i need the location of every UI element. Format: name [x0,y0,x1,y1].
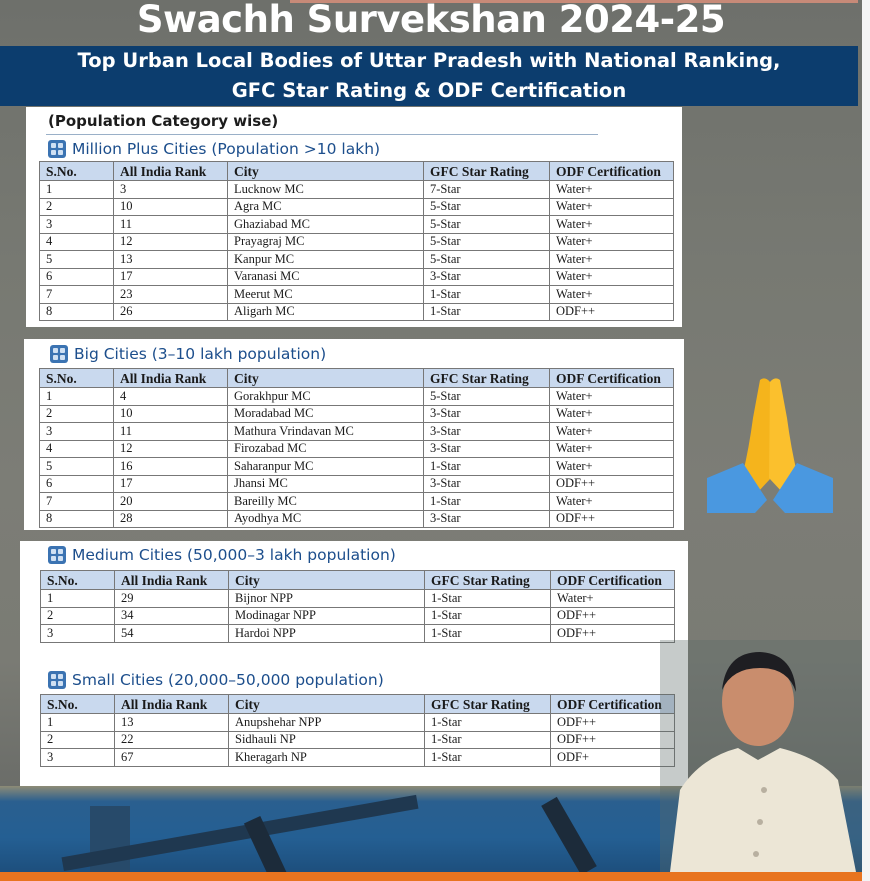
table-cell: 13 [114,251,228,269]
table-row [40,251,674,269]
table-million-plus [39,161,674,321]
table-big-cities [39,368,674,528]
table-cell: 10 [114,198,228,216]
table-row [41,731,675,749]
table-cell: 4 [114,388,228,406]
table-cell: 3-Star [424,405,550,423]
panel-million-plus [26,107,682,327]
table-cell: Mathura Vrindavan MC [228,423,424,441]
table-cell: Modinagar NPP [229,607,425,625]
column-header: City [229,571,425,590]
table-cell: Anupshehar NPP [229,714,425,732]
table-cell: Kheragarh NP [229,749,425,767]
table-cell: 5-Star [424,251,550,269]
table-cell: ODF++ [551,714,675,732]
table-cell: Lucknow MC [228,181,424,199]
table-row [40,405,674,423]
table-cell: 5-Star [424,216,550,234]
city-icon [50,345,68,363]
table-row [41,625,675,643]
table-cell: 1-Star [425,590,551,608]
column-header: All India Rank [114,369,228,388]
table-cell: Water+ [550,405,674,423]
table-cell: ODF++ [550,475,674,493]
table-cell: 1 [41,714,115,732]
table-cell: 5 [40,458,114,476]
table-cell: 11 [114,216,228,234]
folded-hands-emoji [705,378,835,513]
column-header: GFC Star Rating [425,571,551,590]
title-banner [0,46,858,106]
city-icon [48,671,66,689]
table-cell: Water+ [551,590,675,608]
jacket-button [757,819,763,825]
table-cell: 1-Star [424,286,550,304]
table-row [40,303,674,321]
table-cell: Agra MC [228,198,424,216]
column-header: S.No. [41,695,115,714]
section-title-text: Medium Cities (50,000–3 lakh population) [72,546,396,564]
table-row [40,440,674,458]
table-cell: 29 [115,590,229,608]
table-cell: Prayagraj MC [228,233,424,251]
table-row [40,198,674,216]
table-cell: Jhansi MC [228,475,424,493]
section-title-big-cities [50,345,326,363]
table-cell: Water+ [550,388,674,406]
table-cell: 12 [114,440,228,458]
section-title-text: Small Cities (20,000–50,000 population) [72,671,384,689]
table-cell: Bareilly MC [228,493,424,511]
column-header: GFC Star Rating [424,162,550,181]
table-row [40,510,674,528]
table-row [41,714,675,732]
table-header-row [41,571,675,590]
table-cell: Firozabad MC [228,440,424,458]
column-header: ODF Certification [550,369,674,388]
table-cell: 5-Star [424,388,550,406]
table-cell: 11 [114,423,228,441]
table-cell: Moradabad MC [228,405,424,423]
table-cell: 54 [115,625,229,643]
table-cell: 22 [115,731,229,749]
table-cell: ODF++ [550,510,674,528]
jacket-button [753,851,759,857]
table-cell: Sidhauli NP [229,731,425,749]
table-cell: 5-Star [424,233,550,251]
table-cell: 10 [114,405,228,423]
table-cell: 3-Star [424,510,550,528]
column-header: ODF Certification [551,571,675,590]
table-header-row [40,369,674,388]
table-cell: Water+ [550,181,674,199]
table-cell: 7 [40,286,114,304]
table-cell: 1 [40,388,114,406]
table-small-cities [40,694,675,767]
table-cell: 1 [41,590,115,608]
column-header: GFC Star Rating [425,695,551,714]
column-header: S.No. [41,571,115,590]
table-cell: 1-Star [425,731,551,749]
table-cell: 1-Star [425,714,551,732]
table-cell: 3 [114,181,228,199]
orange-footer-bar [0,872,862,881]
table-cell: 8 [40,303,114,321]
table-row [40,458,674,476]
table-cell: 5 [40,251,114,269]
panel-big-cities [24,339,684,530]
column-header: ODF Certification [550,162,674,181]
banner-line-1: Top Urban Local Bodies of Uttar Pradesh with National Ranking, [77,49,781,72]
table-cell: Water+ [550,233,674,251]
beam-shape [541,797,597,872]
table-cell: 28 [114,510,228,528]
table-cell: 8 [40,510,114,528]
table-cell: Water+ [550,198,674,216]
table-cell: Aligarh MC [228,303,424,321]
table-row [41,590,675,608]
table-cell: Bijnor NPP [229,590,425,608]
table-cell: 3 [41,749,115,767]
table-cell: 6 [40,268,114,286]
table-cell: 16 [114,458,228,476]
table-row [40,268,674,286]
table-cell: 4 [40,440,114,458]
table-cell: 2 [41,731,115,749]
table-cell: 1-Star [424,458,550,476]
table-cell: 6 [40,475,114,493]
table-cell: 4 [40,233,114,251]
person-portrait [660,640,862,872]
section-title-million-plus [48,140,380,158]
column-header: All India Rank [115,695,229,714]
table-cell: 1-Star [425,607,551,625]
table-cell: Hardoi NPP [229,625,425,643]
table-cell: 26 [114,303,228,321]
table-cell: 2 [40,405,114,423]
table-cell: 20 [114,493,228,511]
table-row [40,423,674,441]
column-header: All India Rank [114,162,228,181]
section-title-text: Million Plus Cities (Population >10 lakh) [72,140,381,158]
table-cell: 7 [40,493,114,511]
table-cell: Meerut MC [228,286,424,304]
table-row [41,749,675,767]
jacket-button [761,787,767,793]
table-cell: 3-Star [424,268,550,286]
subheading-rule [46,134,598,135]
table-cell: 3 [40,216,114,234]
table-cell: 34 [115,607,229,625]
table-cell: Kanpur MC [228,251,424,269]
table-cell: 1-Star [425,749,551,767]
column-header: S.No. [40,369,114,388]
table-row [41,607,675,625]
table-cell: 2 [41,607,115,625]
page-title: Swachh Survekshan 2024-25 [136,0,726,41]
table-cell: Gorakhpur MC [228,388,424,406]
table-cell: Water+ [550,251,674,269]
table-cell: ODF++ [551,607,675,625]
table-cell: 2 [40,198,114,216]
banner-line-2: GFC Star Rating & ODF Certification [231,79,627,102]
table-cell: 3 [40,423,114,441]
table-cell: Ayodhya MC [228,510,424,528]
column-header: ODF Certification [551,695,675,714]
table-medium-cities [40,570,675,643]
table-row [40,493,674,511]
city-icon [48,140,66,158]
table-cell: Water+ [550,440,674,458]
table-cell: 23 [114,286,228,304]
table-cell: ODF+ [551,749,675,767]
section-title-medium-cities [48,546,396,564]
table-cell: ODF++ [551,625,675,643]
table-cell: Water+ [550,268,674,286]
table-cell: Water+ [550,423,674,441]
table-cell: 1 [40,181,114,199]
table-cell: 3-Star [424,440,550,458]
table-row [40,181,674,199]
table-row [40,475,674,493]
table-cell: 17 [114,475,228,493]
table-row [40,286,674,304]
table-cell: Water+ [550,493,674,511]
table-cell: 3-Star [424,475,550,493]
table-row [40,233,674,251]
population-category-subheading: (Population Category wise) [48,112,279,130]
table-cell: 67 [115,749,229,767]
table-cell: 3-Star [424,423,550,441]
table-cell: Water+ [550,216,674,234]
column-header: City [229,695,425,714]
table-cell: 17 [114,268,228,286]
table-header-row [40,162,674,181]
table-cell: Varanasi MC [228,268,424,286]
table-cell: 7-Star [424,181,550,199]
column-header: All India Rank [115,571,229,590]
table-cell: 1-Star [424,493,550,511]
column-header: GFC Star Rating [424,369,550,388]
column-header: City [228,369,424,388]
table-cell: 13 [115,714,229,732]
table-cell: Water+ [550,286,674,304]
section-title-text: Big Cities (3–10 lakh population) [74,345,327,363]
table-cell: 3 [41,625,115,643]
panel-medium-small [20,541,688,786]
table-cell: 12 [114,233,228,251]
table-cell: 5-Star [424,198,550,216]
table-cell: Ghaziabad MC [228,216,424,234]
column-header: S.No. [40,162,114,181]
table-cell: Saharanpur MC [228,458,424,476]
table-cell: ODF++ [551,731,675,749]
column-header: City [228,162,424,181]
right-edge-margin [862,0,870,881]
table-cell: 1-Star [425,625,551,643]
table-cell: Water+ [550,458,674,476]
table-row [40,388,674,406]
table-cell: ODF++ [550,303,674,321]
table-row [40,216,674,234]
table-cell: 1-Star [424,303,550,321]
section-title-small-cities [48,671,384,689]
city-icon [48,546,66,564]
table-header-row [41,695,675,714]
